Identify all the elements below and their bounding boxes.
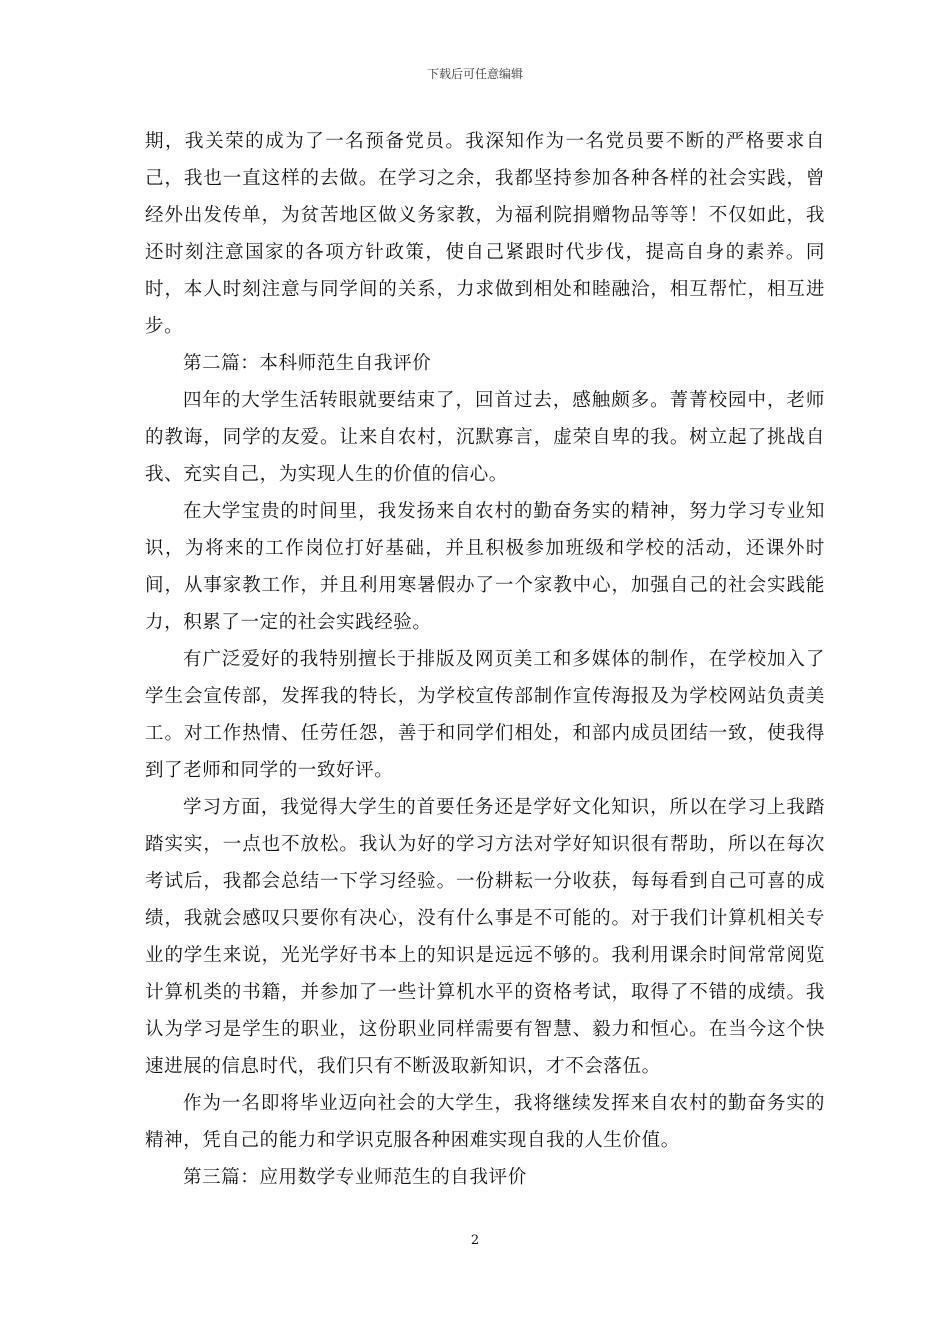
paragraph: 学习方面，我觉得大学生的首要任务还是学好文化知识，所以在学习上我踏踏实实，一点也不放松。我认为好的学习方法对学好知识很有帮助，所以在每次考试后，我都会总结一下学习经验。一份耕耘一分收获，每每看到自己可喜的成绩，我就会感叹只要你有决心，没有什么事是不可能的。对于我们计算机相关专业的学生来说，光光学好书本上的知识是远远不够的。我利用课余时间常常阅览计算机类的书籍，并参加了一些计算机水平的资格考试，取得了不错的成绩。我认为学习是学生的职业，这份职业同样需要有智慧、毅力和恒心。在当今这个快速进展的信息时代，我们只有不断汲取新知识，才不会落伍。 [145,797,825,1077]
paragraph: 四年的大学生活转眼就要结束了，回首过去，感触颇多。菁菁校园中，老师的教诲，同学的友爱。让来自农村，沉默寡言，虚荣自卑的我。树立起了挑战自我、充实自己，为实现人生的价值的信心。 [145,390,825,485]
document-body [145,123,825,1196]
paragraph-continuation: 期，我关荣的成为了一名预备党员。我深知作为一名党员要不断的严格要求自己，我也一直这样的去做。在学习之余，我都坚持参加各种各样的社会实践，曾经外出发传单，为贫苦地区做义务家教，为福利院捐赠物品等等！不仅如此，我还时刻注意国家的各项方针政策，使自己紧跟时代步伐，提高自身的素养。同时，本人时刻注意与同学间的关系，力求做到相处和睦融洽，相互帮忙，相互进步。 [145,131,825,337]
paragraph: 有广泛爱好的我特别擅长于排版及网页美工和多媒体的制作，在学校加入了学生会宣传部，发挥我的特长，为学校宣传部制作宣传海报及为学校网站负责美工。对工作热情、任劳任怨，善于和同学们相处，和部内成员团结一致，使我得到了老师和同学的一致好评。 [145,649,825,781]
section-heading-2: 第二篇：本科师范生自我评价 [183,353,432,374]
section-heading-3: 第三篇：应用数学专业师范生的自我评价 [183,1167,527,1188]
paragraph: 在大学宝贵的时间里，我发扬来自农村的勤奋务实的精神，努力学习专业知识，为将来的工作岗位打好基础，并且积极参加班级和学校的活动，还课外时间，从事家教工作，并且利用寒暑假办了一个家教中心，加强自己的社会实践能力，积累了一定的社会实践经验。 [145,501,825,633]
header-note: 下载后可任意编辑 [426,67,523,81]
page-number: 2 [470,1233,480,1248]
paragraph: 作为一名即将毕业迈向社会的大学生，我将继续发挥来自农村的勤奋务实的精神，凭自己的能力和学识克服各种困难实现自我的人生价值。 [145,1093,825,1151]
